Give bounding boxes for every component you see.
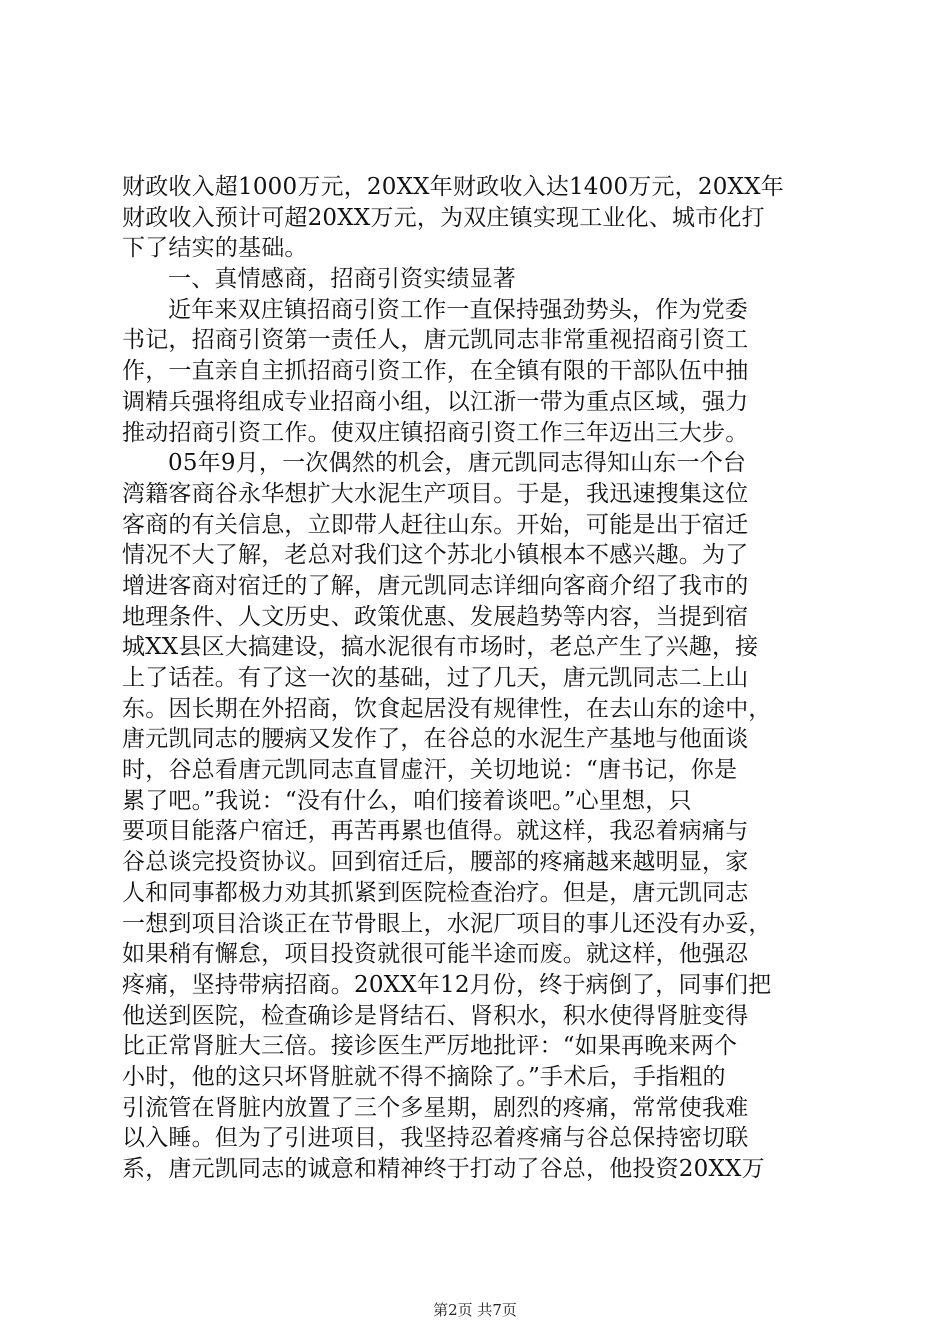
text-line: 比正常肾脏大三倍。接诊医生严厉地批评：“如果再晚来两个 [122,1033,738,1060]
text-line: 疼痛，坚持带病招商。20XX年12月份，终于病倒了，同事们把 [122,971,772,998]
text-line: 客商的有关信息，立即带人赶往山东。开始，可能是出于宿迁 [122,511,749,538]
text-line: 增进客商对宿迁的了解，唐元凯同志详细向客商介绍了我市的 [122,572,749,599]
text-line: 财政收入超1000万元，20XX年财政收入达1400万元，20XX年 [122,174,784,200]
text-line: 近年来双庄镇招商引资工作一直保持强劲势头，作为党委 [168,296,748,323]
text-line: 东。因长期在外招商，饮食起居没有规律性，在去山东的途中， [122,695,772,722]
text-line: 湾籍客商谷永华想扩大水泥生产项目。于是，我迅速搜集这位 [122,480,749,507]
text-line: 以入睡。但为了引进项目，我坚持忍着疼痛与谷总保持密切联 [122,1125,749,1152]
text-line: 城XX县区大搞建设，搞水泥很有市场时，老总产生了兴趣，接 [122,634,759,661]
text-line: 书记，招商引资第一责任人，唐元凯同志非常重视招商引资工 [122,327,749,354]
page-footer [0,1301,950,1319]
section-heading: 一、真情感商，招商引资实绩显著 [168,266,516,293]
text-line: 情况不大了解，老总对我们这个苏北小镇根本不感兴趣。为了 [122,542,749,569]
text-line: 作，一直亲自主抓招商引资工作，在全镇有限的干部队伍中抽 [122,358,749,385]
text-line: 系，唐元凯同志的诚意和精神终于打动了谷总，他投资20XX万 [122,1156,765,1182]
text-line: 如果稍有懈怠，项目投资就很可能半途而废。就这样，他强忍 [122,941,749,968]
text-line: 财政收入预计可超20XX万元，为双庄镇实现工业化、城市化打 [122,204,765,231]
text-line: 谷总谈完投资协议。回到宿迁后，腰部的疼痛越来越明显，家 [122,849,749,876]
text-line: 调精兵强将组成专业招商小组，以江浙一带为重点区域，强力 [122,388,749,415]
text-line: 引流管在肾脏内放置了三个多星期，剧烈的疼痛，常常使我难 [122,1094,749,1121]
page-number: 第2页 共7页 [433,1301,517,1319]
text-line: 他送到医院，检查确诊是肾结石、肾积水，积水使得肾脏变得 [122,1002,749,1029]
text-line: 累了吧。”我说：“没有什么，咱们接着谈吧。”心里想，只 [122,787,692,814]
text-line: 唐元凯同志的腰病又发作了，在谷总的水泥生产基地与他面谈 [122,726,749,753]
text-line: 人和同事都极力劝其抓紧到医院检查治疗。但是，唐元凯同志 [122,879,749,906]
text-line: 要项目能落户宿迁，再苦再累也值得。就这样，我忍着病痛与 [122,818,749,845]
text-line: 小时，他的这只坏肾脏就不得不摘除了。”手术后，手指粗的 [122,1063,726,1090]
text-line: 05年9月，一次偶然的机会，唐元凯同志得知山东一个台 [168,450,747,477]
text-line: 时，谷总看唐元凯同志直冒虚汗，关切地说：“唐书记，你是 [122,757,738,784]
text-line: 下了结实的基础。 [122,235,308,262]
text-line: 一想到项目洽谈正在节骨眼上，水泥厂项目的事儿还没有办妥， [122,910,772,937]
text-line: 地理条件、人文历史、政策优惠、发展趋势等内容，当提到宿 [122,603,749,630]
text-line: 推动招商引资工作。使双庄镇招商引资工作三年迈出三大步。 [122,419,749,446]
body-text [122,172,830,1185]
text-line: 上了话茬。有了这一次的基础，过了几天，唐元凯同志二上山 [122,665,749,691]
